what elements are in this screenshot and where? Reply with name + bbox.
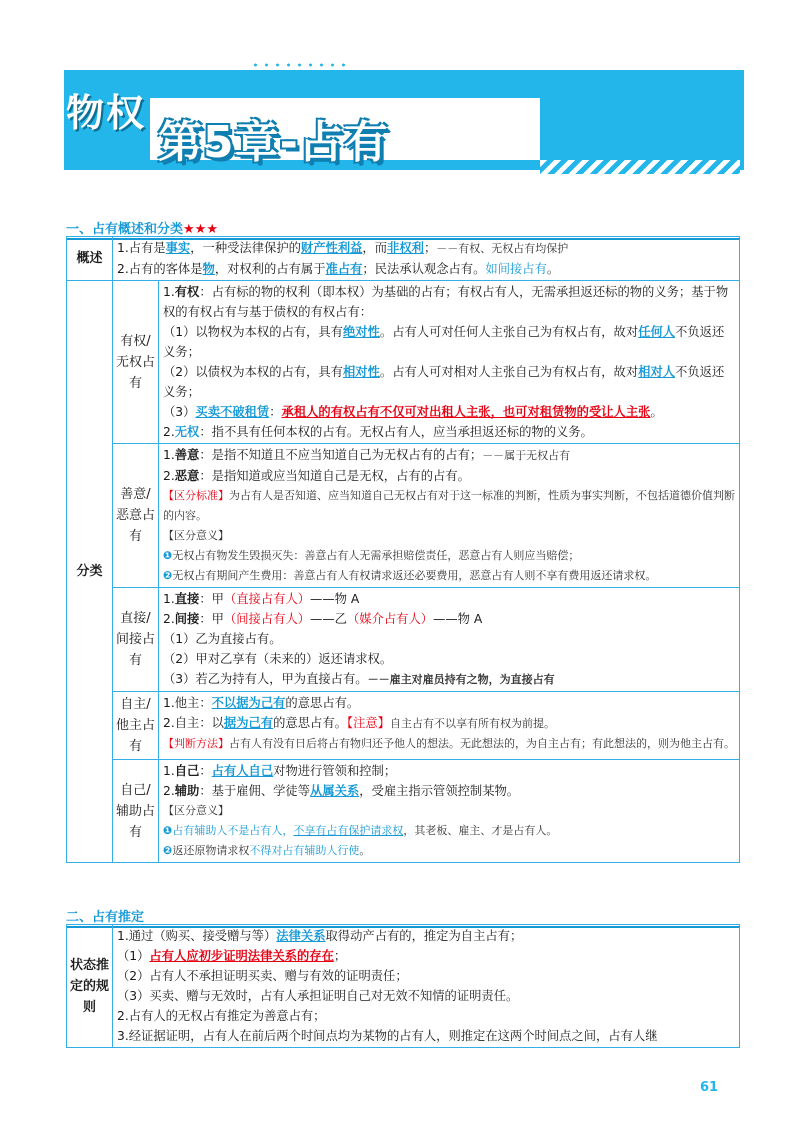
shanyi-content: 1.善意：是指不知道且不应当知道自己为无权占有的占有；－－属于无权占有 2.恶意：是指知道或应当知道自己是无权，占有的占有。 【区分标准】为占有人是否知道、应当知道自己无权占有对于这一标准的判断，性质为事实判断，不包括道德价值判断的内容。 【区分意义】 ❶无权占有物发生毁损灭失：善意占有人无需承担赔偿责任，恶意占有人则应当赔偿； ❷无权占有期间产生费用：善意占有人有权请求返还必要费用，恶意占有人则不享有费用返还请求权。 (159, 444, 740, 588)
zhijie-row (67, 588, 740, 692)
youquan-content: 1.有权：占有标的物的权利（即本权）为基础的占有；有权占有人，无需承担返还标的物的义务；基于物权的有权占有与基于债权的有权占有： （1）以物权为本权的占有，具有绝对性。占有人可对任何人主张自己为有权占有，故对任何人不负返还义务； （2）以债权为本权的占有，具有相对性。占有人可对相对人主张自己为有权占有，故对相对人不负返还义务； （3）买卖不破租赁：承租人的有权占有不仅可对出租人主张，也可对租赁物的受让人主张。 2.无权：指不具有任何本权的占有。无权占有人，应当承担返还标的物的义务。 (159, 281, 740, 444)
zhijie-content: 1.直接：甲（直接占有人）——物 A 2.间接：甲（间接占有人）——乙（媒介占有人）——物 A （1）乙为直接占有。 （2）甲对乙享有（未来的）返还请求权。 （3）若乙为持有人，甲为直接占有。－－雇主对雇员持有之物，为直接占有 (159, 588, 740, 692)
overview-line-1: 1.占有是事实，一种受法律保护的财产性利益，而非权利；－－有权、无权占有均保护 (117, 241, 569, 255)
classify-label: 分类 (67, 281, 113, 863)
shanyi-row (67, 444, 740, 588)
overview-content (113, 237, 740, 281)
subject-label: 物权 (66, 91, 147, 135)
page-number: 61 (700, 1080, 719, 1095)
zizhu-label: 自主/他主占有 (113, 692, 159, 760)
overview-label: 概述 (67, 237, 113, 281)
ziji-row (67, 760, 740, 863)
zizhu-row (67, 692, 740, 760)
shanyi-label: 善意/恶意占有 (113, 444, 159, 588)
presumption-label: 状态推定的规则 (67, 925, 113, 1048)
overview-row (67, 237, 740, 281)
overview-line-2: 2.占有的客体是物，对权利的占有属于准占有；民法承认观念占有。如间接占有。 (117, 262, 560, 276)
zizhu-content: 1.他主：不以据为己有的意思占有。 2.自主：以据为己有的意思占有。【注意】自主占有不以享有所有权为前提。 【判断方法】占有人有没有日后将占有物归还予他人的想法。无此想法的，为自主占有；有此想法的，则为他主占有。 (159, 692, 740, 760)
section-2-title: 二、占有推定 (66, 910, 145, 925)
youquan-label: 有权/无权占有 (113, 281, 159, 444)
youquan-row (67, 281, 740, 444)
presumption-content: 1.通过（购买、接受赠与等）法律关系取得动产占有的，推定为自主占有； （1）占有人应初步证明法律关系的存在； （2）占有人不承担证明买卖、赠与有效的证明责任； （3）买卖、赠与无效时，占有人承担证明自己对无效不知情的证明责任。 2.占有人的无权占有推定为善意占有； 3.经证据证明，占有人在前后两个时间点均为某物的占有人，则推定在这两个时间点之间，占有人继 (113, 925, 740, 1048)
importance-stars: ★★★ (183, 222, 218, 237)
chapter-title: 第5章-占有 (158, 117, 389, 168)
section-2-table (66, 924, 740, 1048)
header-stripe-decoration (540, 160, 740, 174)
ziji-label: 自己/辅助占有 (113, 760, 159, 863)
presumption-row (67, 925, 740, 1048)
header-dot-pattern (250, 60, 350, 92)
ziji-content: 1.自己：占有人自己对物进行管领和控制； 2.辅助：基于雇佣、学徒等从属关系，受雇主指示管领控制某物。 【区分意义】 ❶占有辅助人不是占有人，不享有占有保护请求权，其老板、雇主、才是占有人。 ❷返还原物请求权不得对占有辅助人行使。 (159, 760, 740, 863)
zhijie-label: 直接/间接占有 (113, 588, 159, 692)
section-1-table (66, 236, 740, 863)
section-1-title: 一、占有概述和分类 (66, 222, 184, 237)
